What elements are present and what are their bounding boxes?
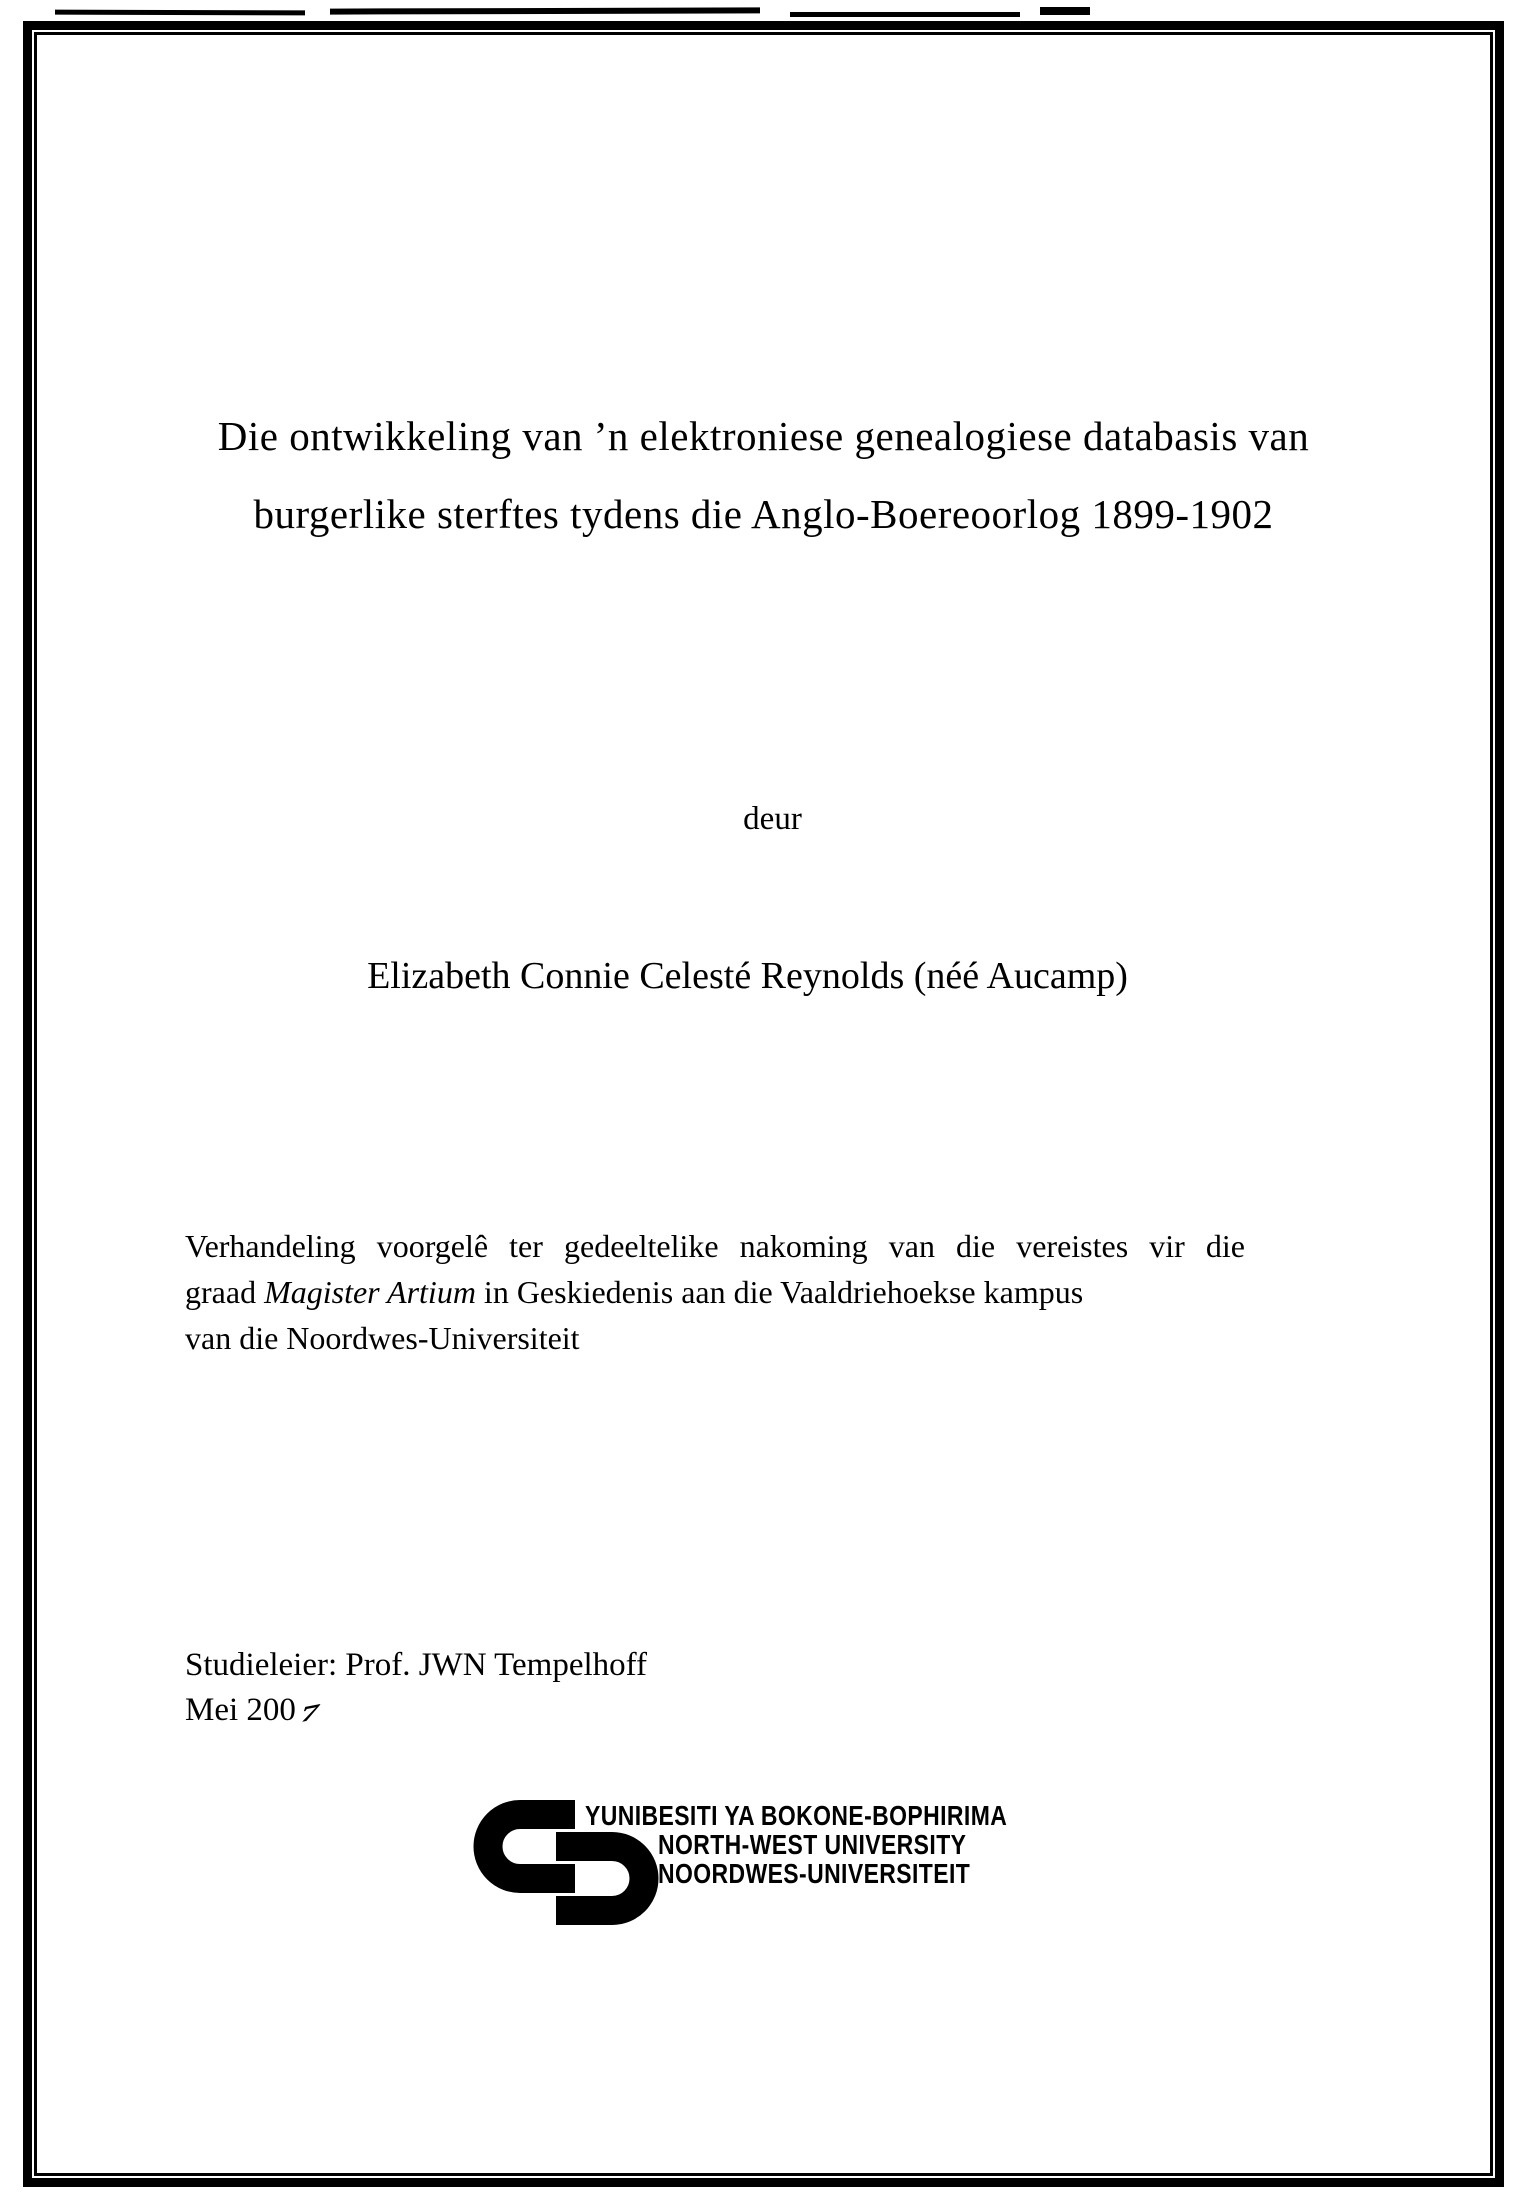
scan-artifact [1040,7,1090,15]
degree-statement-line3: van die Noordwes-Universiteit [185,1320,580,1356]
degree-statement-line1: Verhandeling voorgelê ter gedeeltelike nakoming van die vereistes vir die [185,1228,1245,1264]
author-name: Elizabeth Connie Celesté Reynolds (néé Aucamp) [367,955,1128,997]
byline-deur: deur [743,801,802,837]
scan-artifact [790,12,1020,17]
degree-statement-line2-prefix: graad [185,1274,265,1310]
university-logo-text [585,1801,1007,1888]
degree-name-italic: Magister Artium [264,1274,476,1310]
supervisor-line: Studieleier: Prof. JWN Tempelhoff [185,1647,648,1683]
degree-statement [185,1223,1245,1361]
degree-statement-line2 [185,1269,1245,1315]
date-last-digit: 7 [296,1699,323,1729]
scan-artifact [330,7,760,14]
date-prefix: Mei 200 [185,1692,296,1728]
thesis-title-line2: burgerlike sterftes tydens die Anglo-Boereoorlog 1899-1902 [253,491,1274,537]
logo-line-setswana: YUNIBESITI YA BOKONE-BOPHIRIMA [585,1800,1008,1831]
logo-line-english: NORTH-WEST UNIVERSITY [657,1829,967,1860]
thesis-title [60,397,1467,553]
logo-line-afrikaans: NOORDWES-UNIVERSITEIT [657,1858,971,1889]
university-logo [468,1800,1088,1940]
degree-statement-line2-suffix: in Geskiedenis aan die Vaaldriehoekse kampus [475,1274,1084,1310]
scan-artifact [55,10,305,16]
thesis-title-line1: Die ontwikkeling van ’n elektroniese genealogiese databasis van [217,413,1310,459]
date-line [185,1688,323,1733]
